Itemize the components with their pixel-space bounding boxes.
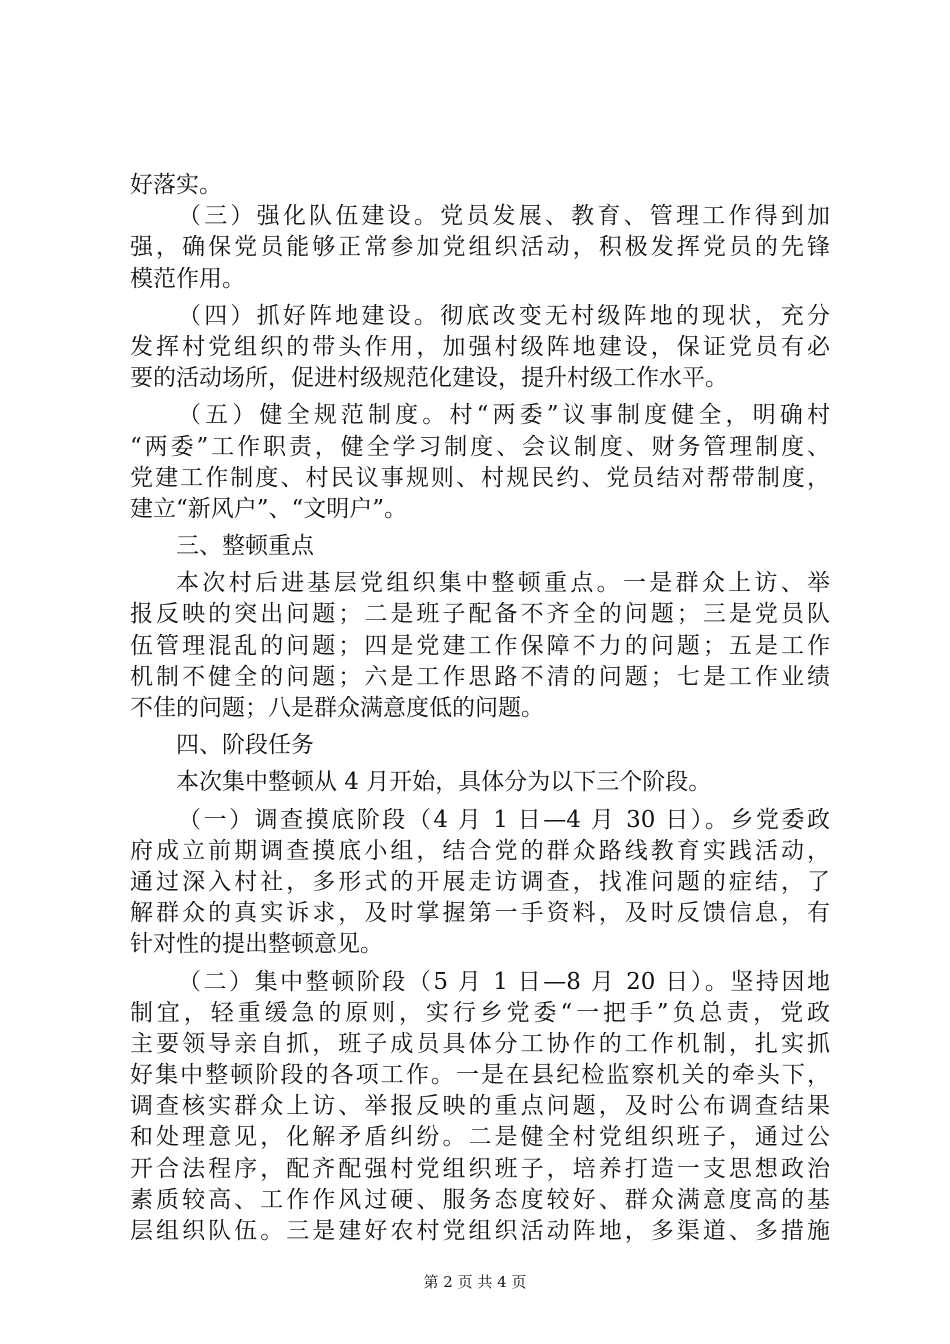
text-line: 不佳的问题；八是群众满意度低的问题。 (130, 695, 544, 721)
text-line: （四）抓好阵地建设。彻底改变无村级阵地的现状，充分 (178, 302, 830, 329)
text-line: 调查核实群众上访、举报反映的重点问题，及时公布调查结果 (130, 1093, 830, 1120)
page-number-footer: 第 2 页 共 4 页 (423, 1273, 527, 1291)
text-line: 强，确保党员能够正常参加党组织活动，积极发挥党员的先锋 (130, 234, 830, 261)
text-line: 模范作用。 (130, 265, 245, 292)
text-line: 好落实。 (130, 172, 222, 198)
text-line: 通过深入村社，多形式的开展走访调查，找准问题的症结，了 (130, 868, 830, 895)
text-line: 制宜，轻重缓急的原则，实行乡党委“一把手”负总责，党政 (130, 999, 830, 1026)
text-line: 开合法程序，配齐配强村党组织班子，培养打造一支思想政治 (130, 1155, 830, 1182)
text-line: （五）健全规范制度。村“两委”议事制度健全，明确村 (178, 402, 830, 429)
text-line: 和处理意见，化解矛盾纠纷。二是健全村党组织班子，通过公 (130, 1124, 830, 1151)
document-body (130, 170, 830, 1247)
text-line: 机制不健全的问题；六是工作思路不清的问题；七是工作业绩 (130, 663, 830, 690)
text-line: 要的活动场所，促进村级规范化建设，提升村级工作水平。 (130, 365, 728, 392)
text-line: 报反映的突出问题；二是班子配备不齐全的问题；三是党员队 (130, 601, 830, 628)
text-line: 建立“新风户”、“文明户”。 (130, 495, 408, 522)
section-heading: 三、整顿重点 (176, 533, 314, 560)
text-line: （三）强化队伍建设。党员发展、教育、管理工作得到加 (178, 203, 830, 230)
text-line: 主要领导亲自抓，班子成员具体分工协作的工作机制，扎实抓 (130, 1030, 830, 1057)
section-heading: 四、阶段任务 (176, 732, 314, 759)
text-line: （一）调查摸底阶段（4 月 1 日—4 月 30 日）。乡党委政 (178, 806, 830, 833)
text-line: 伍管理混乱的问题；四是党建工作保障不力的问题；五是工作 (130, 632, 830, 659)
text-line: 好集中整顿阶段的各项工作。一是在县纪检监察机关的牵头下， (130, 1062, 830, 1089)
text-line: 本次村后进基层党组织集中整顿重点。一是群众上访、举 (176, 570, 830, 597)
text-line: 本次集中整顿从 4 月开始，具体分为以下三个阶段。 (176, 769, 712, 796)
text-line: 党建工作制度、村民议事规则、村规民约、党员结对帮带制度， (130, 464, 830, 491)
text-line: 层组织队伍。三是建好农村党组织活动阵地，多渠道、多措施 (130, 1218, 830, 1244)
text-line: 发挥村党组织的带头作用，加强村级阵地建设，保证党员有必 (130, 333, 830, 360)
text-line: “两委”工作职责，健全学习制度、会议制度、财务管理制度、 (130, 433, 830, 460)
text-line: （二）集中整顿阶段（5 月 1 日—8 月 20 日）。坚持因地 (178, 968, 830, 995)
text-line: 解群众的真实诉求，及时掌握第一手资料，及时反馈信息，有 (130, 900, 830, 927)
text-line: 府成立前期调查摸底小组，结合党的群众路线教育实践活动， (130, 837, 830, 864)
text-line: 素质较高、工作作风过硬、服务态度较好、群众满意度高的基 (130, 1186, 830, 1213)
text-line: 针对性的提出整顿意见。 (130, 931, 383, 958)
